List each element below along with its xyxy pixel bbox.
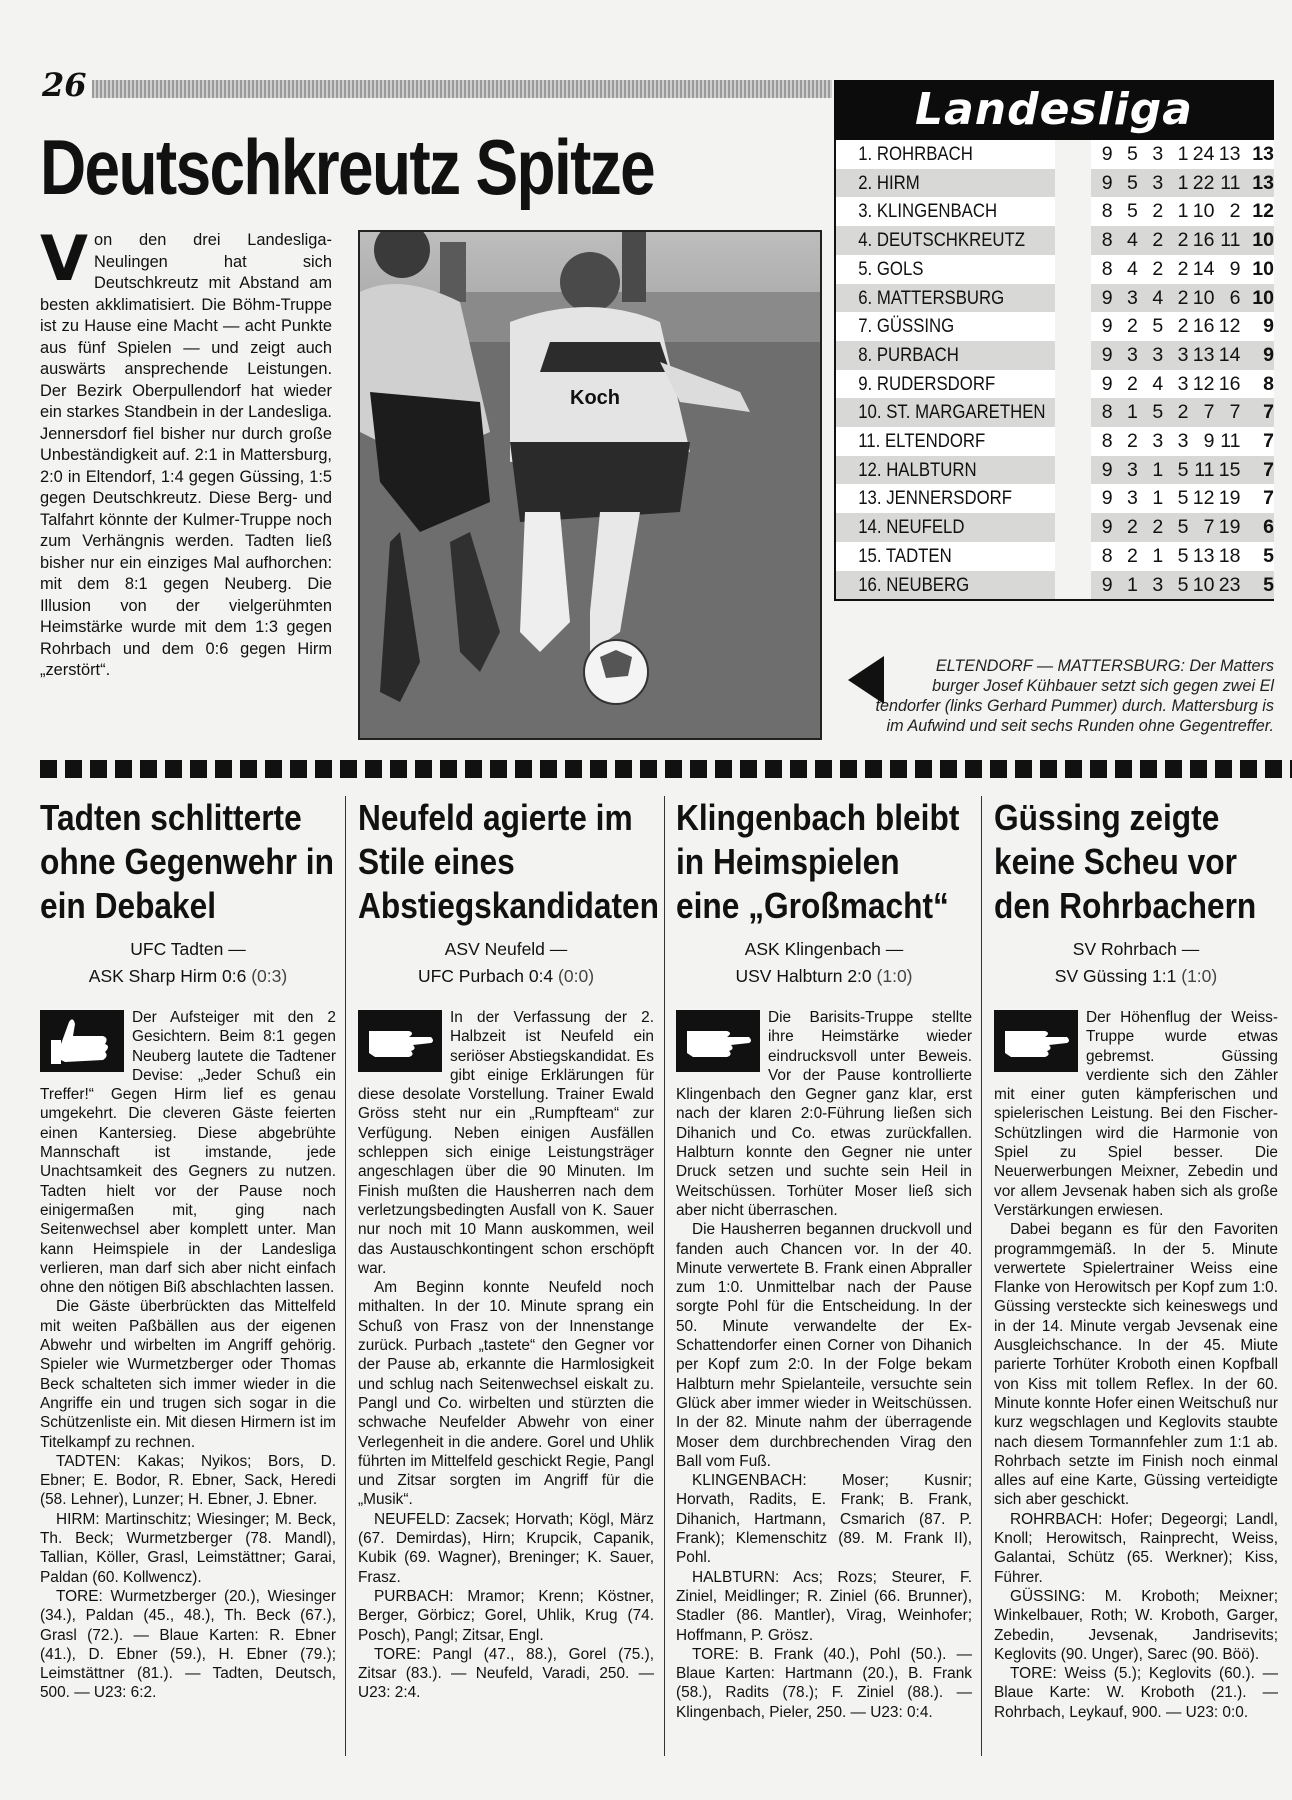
goals-for: 14 <box>1193 255 1219 284</box>
team-name: 15. TADTEN <box>835 542 1055 571</box>
goals: TORE: Pangl (47., 88.), Gorel (75.), Zitsar (83.). — Neufeld, Varadi, 250. — U23: 2:4. <box>358 1645 654 1702</box>
games: 9 <box>1091 456 1116 485</box>
wins: 5 <box>1117 140 1142 169</box>
standings-row <box>835 169 1274 198</box>
wins: 2 <box>1117 513 1142 542</box>
points: 9 <box>1244 312 1274 341</box>
column-rule <box>981 796 982 1756</box>
team-name: 5. GOLS <box>835 255 1055 284</box>
standings-row <box>835 427 1274 456</box>
football-players-photo <box>360 232 820 738</box>
home-team: SV Rohrbach — <box>1072 939 1200 959</box>
goals-against: 15 <box>1218 456 1244 485</box>
team-name: 12. HALBTURN <box>835 456 1055 485</box>
draws: 2 <box>1142 197 1167 226</box>
photo-caption <box>834 656 1274 736</box>
goals-for: 7 <box>1193 398 1219 427</box>
column-rule <box>345 796 346 1756</box>
page-number: 26 <box>42 66 87 104</box>
goals-against: 23 <box>1218 571 1244 601</box>
wins: 3 <box>1117 456 1142 485</box>
points: 5 <box>1244 542 1274 571</box>
away-team-score: UFC Purbach 0:4 <box>417 966 554 986</box>
draws: 4 <box>1142 370 1167 399</box>
lineup: GÜSSING: M. Kroboth; Meixner; Winkelbauer, Roth; W. Kroboth, Garger, Zebedin, Jevsenak, Jandrisevits; Keglovits (90. Unger), Sarec (90. Böö). <box>994 1587 1278 1663</box>
losses: 3 <box>1167 370 1192 399</box>
goals: TORE: Wurmetzberger (20.), Wiesinger (34.), Paldan (45., 48.), Th. Beck (67.), Grasl (72.). — Blaue Karten: R. Ebner (41.), D. Ebner (59.), H. Ebner (79.); Leimstättner (81.). — Tadten, Deutsch, 500. — U23: 6:2. <box>40 1587 336 1702</box>
goals-for: 12 <box>1193 370 1219 399</box>
draws: 1 <box>1142 456 1167 485</box>
wins: 2 <box>1117 542 1142 571</box>
goals: TORE: B. Frank (40.), Pohl (50.). — Blaue Karten: Hartmann (20.), B. Frank (58.), Radits (78.); F. Ziniel (88.). — Klingenbach, Pieler, 250. — U23: 0:4. <box>676 1645 972 1721</box>
games: 8 <box>1091 398 1116 427</box>
wins: 1 <box>1117 398 1142 427</box>
match-photo <box>358 230 822 740</box>
goals-against: 16 <box>1218 370 1244 399</box>
games: 9 <box>1091 341 1116 370</box>
article-body <box>994 1008 1278 1722</box>
goals-against: 14 <box>1218 341 1244 370</box>
draws: 5 <box>1142 398 1167 427</box>
goals-against: 12 <box>1218 312 1244 341</box>
goals-for: 16 <box>1193 226 1219 255</box>
paragraph: Die Hausherren begannen druckvoll und fanden auch Chancen vor. In der 40. Minute verwertete B. Frank einen Abpraller zum 1:0. Unmittelbar nach der Pause sorgte Pohl für die Entscheidung. In der 50. Minute verwandelte der Ex-Schattendorfer einen Corner von Dihanich per Kopf zum 2:0. In der Folge bekam Halbturn mehr Spielanteile, versuchte sein Glück aber immer wieder in Weitschüssen. In der 82. Minute nahm der überragende Moser dem durchbrechenden Virag den Ball vom Fuß. <box>676 1221 972 1470</box>
team-name: 16. NEUBERG <box>835 571 1055 601</box>
points: 5 <box>1244 571 1274 601</box>
points: 12 <box>1244 197 1274 226</box>
standings-row <box>835 140 1274 169</box>
away-team-score: SV Güssing 1:1 <box>1054 966 1177 986</box>
wins: 3 <box>1117 341 1142 370</box>
pointing-hand-icon <box>358 1010 442 1072</box>
pointing-hand-icon <box>994 1010 1078 1072</box>
league-standings <box>834 140 1274 601</box>
draws: 3 <box>1142 169 1167 198</box>
goals-for: 11 <box>1193 456 1219 485</box>
caption-line: ELTENDORF — MATTERSBURG: Der Matters <box>935 657 1274 675</box>
column-rule <box>664 796 665 1756</box>
caption-line: burger Josef Kühbauer setzt sich gegen zwei El <box>932 677 1274 695</box>
team-name: 1. ROHRBACH <box>835 140 1055 169</box>
losses: 1 <box>1167 140 1192 169</box>
section-separator <box>40 760 1292 778</box>
standings-row <box>835 284 1274 313</box>
losses: 5 <box>1167 484 1192 513</box>
goals-for: 13 <box>1193 542 1219 571</box>
dropcap: V <box>40 222 88 295</box>
match-teams <box>358 936 654 990</box>
losses: 2 <box>1167 226 1192 255</box>
team-name: 6. MATTERSBURG <box>835 284 1055 313</box>
league-banner-text: Landesliga <box>915 84 1193 135</box>
paragraph: Der Aufsteiger mit den 2 Gesichtern. Beim 8:1 gegen Neuberg lautete die Tadtener Devise: „Jeder Schuß ein Treffer!“ Gegen Hirm lief es genau umgekehrt. Die cleveren Gäste feierten einen Kantersieg. Diese abgebrühte Mannschaft ist imstande, jede Unachtsamkeit des Gegners zu nutzen. Tadten hielt vor der Pause noch einigermaßen mit, ging nach Seitenwechsel aber komplett unter. Man kann Heimspiele in der Landesliga verlieren, man darf sich aber nicht einfach ohne den nötigen Biß abschlachten lassen. <box>40 1009 336 1297</box>
points: 10 <box>1244 226 1274 255</box>
team-name: 3. KLINGENBACH <box>835 197 1055 226</box>
draws: 4 <box>1142 284 1167 313</box>
standings-row <box>835 226 1274 255</box>
article-body <box>676 1008 972 1722</box>
lineup: NEUFELD: Zacsek; Horvath; Kögl, März (67. Demirdas), Hirn; Krupcik, Capanik, Kubik (69. Wagner), Breninger; K. Sauer, Frasz. <box>358 1510 654 1586</box>
goals-for: 10 <box>1193 197 1219 226</box>
lineup: HIRM: Martinschitz; Wiesinger; M. Beck, Th. Beck; Wurmetzberger (78. Mandl), Tallian, Köller, Grasl, Leimstättner; Garai, Paldan (60. Kollwencz). <box>40 1510 336 1586</box>
thumbs-up-icon <box>40 1010 124 1072</box>
points: 9 <box>1244 341 1274 370</box>
paragraph: Am Beginn konnte Neufeld noch mithalten. In der 10. Minute sprang ein Schuß von Frasz von der Innenstange zurück. Purbach „tastete“ den Gegner vor der Pause ab, erkannte die Harmlosigkeit und schlug nach Seitenwechsel eiskalt zu. Pangl und Co. wirbelten und stürzten die schwache Neufelder Abwehr von einer Verlegenheit in die andere. Gorel und Uhlik führten im Mittelfeld geschickt Regie, Pangl und Zitsar sorgten im Angriff für die „Musik“. <box>358 1279 654 1509</box>
wins: 5 <box>1117 169 1142 198</box>
wins: 3 <box>1117 284 1142 313</box>
team-name: 7. GÜSSING <box>835 312 1055 341</box>
lineup: ROHRBACH: Hofer; Degeorgi; Landl, Knoll; Herowitsch, Rainprecht, Weiss, Galantai, Schütz (65. Werkner); Kiss, Führer. <box>994 1510 1278 1586</box>
article-title: Güssing zeigte keine Scheu vor den Rohrbachern <box>994 797 1257 926</box>
goals-against: 9 <box>1218 255 1244 284</box>
paragraph: In der Verfassung der 2. Halbzeit ist Neufeld ein seriöser Abstiegskandidat. Es gibt einige Erklärungen für diese desolate Vorstellung. Trainer Ewald Gröss steht nur ein „Rumpfteam“ zur Verfügung. Neben einigen Ausfällen schleppen sich einige Leistungsträger angeschlagen über die 90 Minuten. Im Finish mußten die Hausherren nach dem verletzungsbedingten Ausfall von K. Sauer nur noch mit 10 Mann auskommen, weil das Austauschkontingent schon erschöpft war. <box>358 1009 654 1277</box>
standings-row <box>835 197 1274 226</box>
intro-body: on den drei Landesliga-Neulingen hat sich Deutschkreutz mit Abstand am besten akklimatisiert. Die Böhm-Truppe ist zu Hause eine Macht — acht Punkte aus fünf Spielen — und zeigt auch auswärts ansprechende Leistungen. Der Bezirk Oberpullendorf hat wieder ein starkes Standbein in der Landesliga. Jennersdorf fiel bisher nur durch große Unbeständigkeit auf. 2:1 in Mattersburg, 2:0 in Eltendorf, 1:4 gegen Güssing, 1:5 gegen Deutschkreutz. Diese Berg- und Talfahrt könnte der Kulmer-Truppe noch zum Verhängnis werden. Tadten ließ bisher nur ein einziges Mal aufhorchen: mit dem 8:1 gegen Neuberg. Die Illusion von der vielgerühmten Heimstärke wurde mit dem 1:3 gegen Rohrbach und dem 0:6 gegen Hirm „zerstört“. <box>40 231 332 679</box>
team-name: 13. JENNERSDORF <box>835 484 1055 513</box>
goals-for: 24 <box>1193 140 1219 169</box>
intro-text <box>40 222 332 682</box>
team-name: 8. PURBACH <box>835 341 1055 370</box>
league-table-panel <box>834 80 1274 601</box>
games: 8 <box>1091 542 1116 571</box>
pointing-hand-icon <box>676 1010 760 1072</box>
games: 9 <box>1091 284 1116 313</box>
goals-for: 12 <box>1193 484 1219 513</box>
lineup: TADTEN: Kakas; Nyikos; Bors, D. Ebner; E. Bodor, R. Ebner, Sack, Heredi (58. Lehner), Lunzer; H. Ebner, J. Ebner. <box>40 1452 336 1509</box>
games: 9 <box>1091 140 1116 169</box>
games: 8 <box>1091 255 1116 284</box>
draws: 3 <box>1142 571 1167 601</box>
goals-against: 11 <box>1218 169 1244 198</box>
away-team-score: ASK Sharp Hirm 0:6 <box>88 966 247 986</box>
match-teams <box>676 936 972 990</box>
home-team: ASV Neufeld — <box>444 939 568 959</box>
draws: 1 <box>1142 542 1167 571</box>
draws: 3 <box>1142 341 1167 370</box>
goals-for: 16 <box>1193 312 1219 341</box>
away-team-score: USV Halbturn 2:0 <box>735 966 872 986</box>
paragraph: Die Gäste überbrückten das Mittelfeld mit weiten Paßbällen aus der eigenen Abwehr und wirbelten im Angriff gehörig. Spieler wie Wurmetzberger oder Thomas Beck schalteten sich immer wieder in die Angriffe ein und trugen sich sogar in die Schützenliste ein. Mit diesen Hirmern ist im Titelkampf zu rechnen. <box>40 1298 336 1451</box>
standings-row <box>835 513 1274 542</box>
goals-against: 19 <box>1218 484 1244 513</box>
standings-row <box>835 341 1274 370</box>
team-name: 14. NEUFELD <box>835 513 1055 542</box>
goals-for: 10 <box>1193 284 1219 313</box>
points: 7 <box>1244 484 1274 513</box>
goals-for: 22 <box>1193 169 1219 198</box>
lineup: KLINGENBACH: Moser; Kusnir; Horvath, Radits, E. Frank; B. Frank, Dihanich, Hartmann, Csmarich (87. P. Frank); Klemenschitz (89. M. Frank II), Pohl. <box>676 1472 972 1567</box>
losses: 3 <box>1167 341 1192 370</box>
losses: 2 <box>1167 284 1192 313</box>
standings-row <box>835 312 1274 341</box>
draws: 2 <box>1142 255 1167 284</box>
jersey-sponsor: Koch <box>570 387 620 409</box>
home-team: UFC Tadten — <box>130 939 246 959</box>
goals-against: 11 <box>1218 427 1244 456</box>
goals-for: 10 <box>1193 571 1219 601</box>
points: 7 <box>1244 456 1274 485</box>
team-name: 4. DEUTSCHKREUTZ <box>835 226 1055 255</box>
team-name: 9. RUDERSDORF <box>835 370 1055 399</box>
draws: 5 <box>1142 312 1167 341</box>
team-name: 2. HIRM <box>835 169 1055 198</box>
wins: 4 <box>1117 226 1142 255</box>
games: 9 <box>1091 513 1116 542</box>
article-guessing <box>994 796 1278 1722</box>
points: 8 <box>1244 370 1274 399</box>
draws: 3 <box>1142 427 1167 456</box>
header-rule <box>92 80 832 98</box>
losses: 2 <box>1167 312 1192 341</box>
article-body <box>40 1008 336 1703</box>
points: 10 <box>1244 255 1274 284</box>
caption-line: im Aufwind und seit sechs Runden ohne Gegentreffer. <box>886 717 1274 735</box>
standings-row <box>835 456 1274 485</box>
standings-row <box>835 255 1274 284</box>
draws: 2 <box>1142 226 1167 255</box>
goals-for: 13 <box>1193 341 1219 370</box>
article-neufeld <box>358 796 660 1703</box>
goals-against: 6 <box>1218 284 1244 313</box>
goals-for: 7 <box>1193 513 1219 542</box>
caption-line: tendorfer (links Gerhard Pummer) durch. Mattersburg is <box>875 697 1274 715</box>
points: 10 <box>1244 284 1274 313</box>
points: 7 <box>1244 398 1274 427</box>
article-tadten <box>40 796 336 1703</box>
games: 8 <box>1091 226 1116 255</box>
games: 9 <box>1091 169 1116 198</box>
wins: 3 <box>1117 484 1142 513</box>
standings-row <box>835 370 1274 399</box>
draws: 1 <box>1142 484 1167 513</box>
paragraph: Dabei begann es für den Favoriten programmgemäß. In der 5. Minute verwertete Spielertrainer Weiss eine Flanke von Herowitsch per Kopf zum 1:0. Güssing versteckte sich keineswegs und in der 14. Minute vergab Jevsenak eine Ausgleichschance. In der 45. Miute parierte Torhüter Kroboth einen Kopfball von Kiss mit tollem Reflex. In der 60. Minute konnte Hofer einen Weitschuß nur kurz wegschlagen und Keglovits staubte nach diesem Tormannfehler zum 1:1 ab. Rohrbach setzte im Finish noch einmal alles auf eine Karte, Güssing verteidigte sich aber geschickt. <box>994 1221 1278 1509</box>
league-banner <box>834 80 1274 140</box>
wins: 2 <box>1117 312 1142 341</box>
article-klingenbach <box>676 796 972 1722</box>
games: 9 <box>1091 312 1116 341</box>
goals-for: 9 <box>1193 427 1219 456</box>
home-team: ASK Klingenbach — <box>744 939 904 959</box>
draws: 3 <box>1142 140 1167 169</box>
article-body <box>358 1008 654 1703</box>
article-title: Klingenbach bleibt in Heimspielen eine „Großmacht“ <box>676 797 960 926</box>
losses: 2 <box>1167 398 1192 427</box>
wins: 1 <box>1117 571 1142 601</box>
wins: 2 <box>1117 427 1142 456</box>
goals-against: 7 <box>1218 398 1244 427</box>
wins: 2 <box>1117 370 1142 399</box>
team-name: 10. ST. MARGARETHEN <box>835 398 1055 427</box>
paragraph: Die Barisits-Truppe stellte ihre Heimstärke wieder eindrucksvoll unter Beweis. Vor der Pause kontrollierte Klingenbach den Gegner ganz klar, erst nach der klaren 2:0-Führung ließen sich Dihanich und Co. etwas zurückfallen. Halbturn konnte den Gegner nie unter Druck setzen und suchte sein Heil in Weitschüssen. Torhüter Moser ließ sich aber nicht überraschen. <box>676 1009 972 1219</box>
article-title: Neufeld agierte im Stile eines Abstiegskandidaten <box>358 797 660 926</box>
wins: 4 <box>1117 255 1142 284</box>
standings-row <box>835 571 1274 601</box>
losses: 3 <box>1167 427 1192 456</box>
points: 13 <box>1244 140 1274 169</box>
article-title: Tadten schlitterte ohne Gegenwehr in ein Debakel <box>40 797 334 926</box>
losses: 1 <box>1167 169 1192 198</box>
losses: 2 <box>1167 255 1192 284</box>
match-teams <box>40 936 336 990</box>
games: 9 <box>1091 370 1116 399</box>
goals-against: 19 <box>1218 513 1244 542</box>
paragraph: Der Höhenflug der Weiss-Truppe wurde etwas gebremst. Güssing verdiente sich den Zähler mit einer guten kämpferischen und spielerischen Leistung. Bei den Fischer-Schützlingen wird die Harmonie von Spiel zu Spiel besser. Die Neuerwerbungen Meixner, Zebedin und vor allem Jevsenak haben sich als große Verstärkungen erwiesen. <box>994 1009 1278 1219</box>
lineup: PURBACH: Mramor; Krenn; Köstner, Berger, Görbicz; Gorel, Uhlik, Krug (74. Posch), Pangl; Zitsar, Engl. <box>358 1587 654 1644</box>
standings-row <box>835 542 1274 571</box>
team-name: 11. ELTENDORF <box>835 427 1055 456</box>
points: 13 <box>1244 169 1274 198</box>
match-teams <box>994 936 1278 990</box>
goals-against: 18 <box>1218 542 1244 571</box>
games: 9 <box>1091 571 1116 601</box>
standings-row <box>835 398 1274 427</box>
half-time-score: (0:0) <box>558 966 595 986</box>
half-time-score: (1:0) <box>876 966 913 986</box>
losses: 1 <box>1167 197 1192 226</box>
half-time-score: (1:0) <box>1181 966 1218 986</box>
draws: 2 <box>1142 513 1167 542</box>
lineup: HALBTURN: Acs; Rozs; Steurer, F. Ziniel, Meidlinger; R. Ziniel (66. Brunner), Stadler (86. Mantler), Virag, Weinhofer; Hoffmann, P. Grösz. <box>676 1568 972 1644</box>
headline: Deutschkreutz Spitze <box>40 123 655 211</box>
goals-against: 13 <box>1218 140 1244 169</box>
goals-against: 2 <box>1218 197 1244 226</box>
goals-against: 11 <box>1218 226 1244 255</box>
losses: 5 <box>1167 542 1192 571</box>
standings-row <box>835 484 1274 513</box>
games: 8 <box>1091 427 1116 456</box>
losses: 5 <box>1167 571 1192 601</box>
losses: 5 <box>1167 456 1192 485</box>
points: 6 <box>1244 513 1274 542</box>
games: 8 <box>1091 197 1116 226</box>
half-time-score: (0:3) <box>251 966 288 986</box>
points: 7 <box>1244 427 1274 456</box>
games: 9 <box>1091 484 1116 513</box>
wins: 5 <box>1117 197 1142 226</box>
goals: TORE: Weiss (5.); Keglovits (60.). — Blaue Karte: W. Kroboth (21.). — Rohrbach, Leykauf, 900. — U23: 0:0. <box>994 1665 1278 1721</box>
losses: 5 <box>1167 513 1192 542</box>
